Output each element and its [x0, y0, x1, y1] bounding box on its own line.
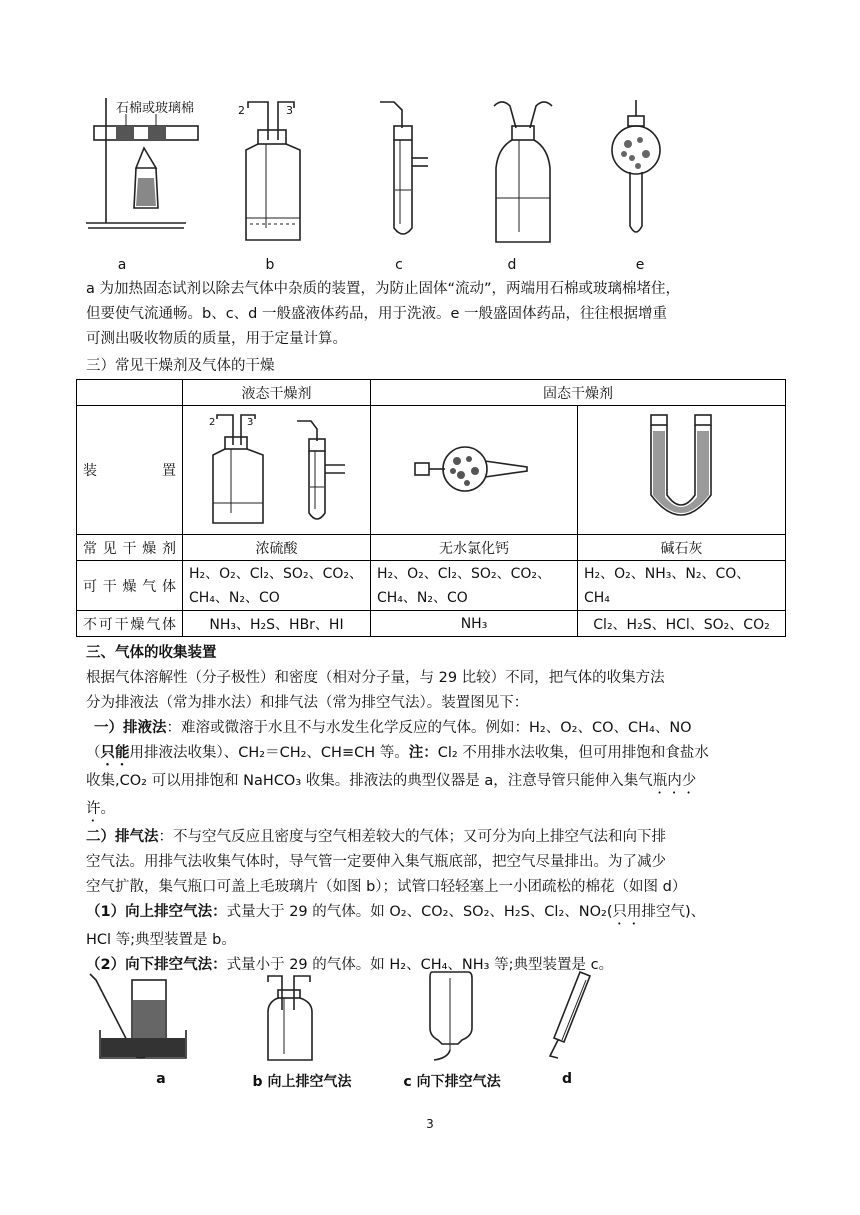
device-liquid	[183, 406, 371, 535]
collect-fig-c-downward	[420, 970, 480, 1064]
cell-can-dry-liquid: H₂、O₂、Cl₂、SO₂、CO₂、 CH₄、N₂、CO	[183, 561, 371, 611]
cell-cannot-dry-liquid: NH₃、H₂S、HBr、HI	[183, 611, 371, 637]
bottom-caption-b: b 向上排空气法	[252, 1074, 352, 1090]
apparatus-e-drying-bulb	[606, 98, 666, 243]
bottom-caption-c: c 向下排空气法	[403, 1074, 501, 1090]
caption-d: d	[507, 257, 517, 273]
page-number: 3	[426, 1117, 434, 1131]
collect-title: 三、气体的收集装置	[86, 645, 217, 661]
header-liquid: 液态干燥剂	[183, 380, 371, 406]
svg-text:2: 2	[208, 417, 215, 428]
cell-sulfuric-acid: 浓硫酸	[183, 535, 371, 561]
caption-a: a	[117, 257, 127, 273]
section-dry-title: 三）常见干燥剂及气体的干燥	[86, 358, 275, 374]
row-label-cannot-dry: 不可干燥气体	[77, 611, 183, 637]
cell-cannot-dry-cacl2: NH₃	[371, 611, 578, 637]
svg-text:3: 3	[246, 417, 253, 428]
collect-fig-d-test-tube	[546, 968, 596, 1064]
desiccant-table	[76, 379, 786, 637]
row-label-device: 装置	[77, 406, 183, 535]
collect-fig-a-water-trough	[82, 970, 192, 1064]
device-calcium-chloride-tube	[371, 406, 578, 535]
intro-paragraph: a 为加热固态试剂以除去气体中杂质的装置，为防止固体“流动”，两端用石棉或玻璃棉堵住， 但要使气流通畅。b、c、d 一般盛液体药品，用于洗液。e 一般盛固体药品，往往根据增重 可测出吸收物质的质量，用于定量计算。	[86, 281, 681, 347]
device-soda-lime-u-tube	[578, 406, 786, 535]
svg-text:3: 3	[286, 104, 293, 117]
bottom-caption-a: a	[156, 1071, 166, 1087]
row-label-can-dry: 可干燥气体	[77, 561, 183, 611]
caption-b: b	[265, 257, 275, 273]
collect-fig-b-upward	[262, 970, 322, 1064]
apparatus-d-gas-bottle	[488, 98, 558, 246]
bottom-caption-d: d	[561, 1071, 573, 1087]
svg-text:2: 2	[238, 104, 245, 117]
caption-c: c	[395, 257, 403, 273]
cell-can-dry-cacl2: H₂、O₂、Cl₂、SO₂、CO₂、 CH₄、N₂、CO	[371, 561, 578, 611]
cell-calcium-chloride: 无水氯化钙	[371, 535, 578, 561]
apparatus-a-heated-tube	[86, 98, 206, 238]
caption-e: e	[635, 257, 645, 273]
collect-section: 三、气体的收集装置 根据气体溶解性（分子极性）和密度（相对分子量，与 29 比较）不同，把气体的收集方法 分为排液法（常为排水法）和排气法（常为排空气法）。装置图见下： 一）排液法：难溶或微溶于水且不与水发生化学反应的气体。例如：H₂、O₂、CO、CH₄、NO （只能用排液法收集）、CH₂＝CH₂、CH≡CH 等。注：Cl₂ 不用排水法收集，但可用排饱和食盐水 收集,CO₂ 可以用排饱和 NaHCO₃ 收集。排液法的典型仪器是 a，注意导管只能伸入集气瓶内少 许。 二）排气法：不与空气反应且密度与空气相差较大的气体；又可分为向上排空气法和向下排 空气法。用排气法收集气体时，导气管一定要伸入集气瓶底部，把空气尽量排出。为了减少 空气扩散，集气瓶口可盖上毛玻璃片（如图 b）；试管口轻轻塞上一小团疏松的棉花（如图 d） （1）向上排空气法：式量大于 29 的气体。如 O₂、CO₂、SO₂、H₂S、Cl₂、NO₂(只用排空气)、 HCl 等;典型装置是 b。 （2）向下排空气法：式量小于 29 的气体。如 H₂、CH₄、NH₃ 等;典型装置是 c。	[86, 641, 786, 978]
apparatus-b-wash-bottle	[232, 100, 312, 245]
cell-cannot-dry-soda-lime: Cl₂、H₂S、HCl、SO₂、CO₂	[578, 611, 786, 637]
cell-can-dry-soda-lime: H₂、O₂、NH₃、N₂、CO、 CH₄	[578, 561, 786, 611]
asbestos-label: 石棉或玻璃棉	[116, 101, 195, 116]
row-label-common: 常见干燥剂	[77, 535, 183, 561]
header-solid: 固态干燥剂	[371, 380, 786, 406]
cell-soda-lime: 碱石灰	[578, 535, 786, 561]
apparatus-c-test-tube-washer	[372, 98, 432, 243]
